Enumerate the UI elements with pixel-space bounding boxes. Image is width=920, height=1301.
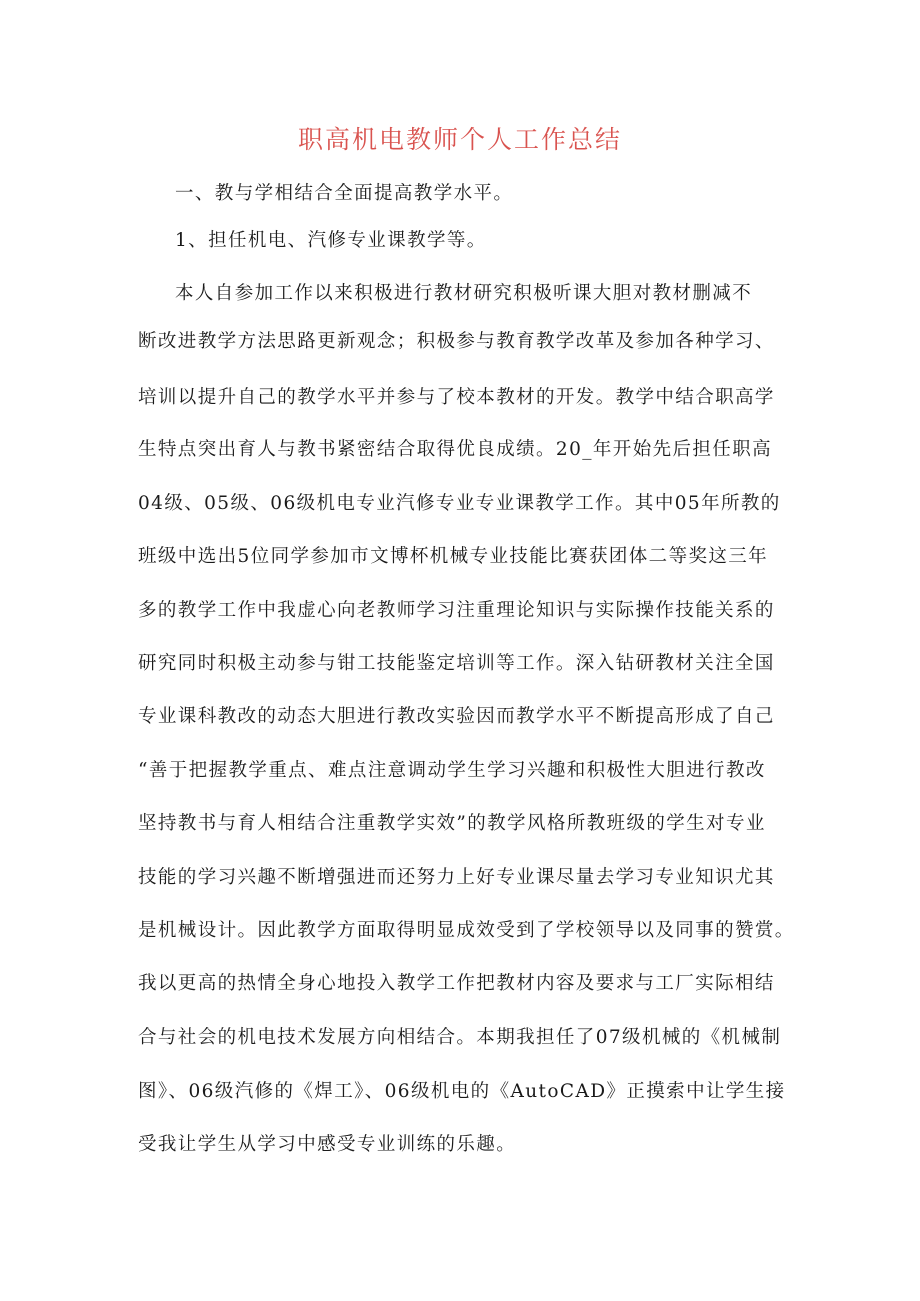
body-line: 研究同时积极主动参与钳工技能鉴定培训等工作。深入钻研教材关注全国 — [138, 653, 775, 674]
body-line: 班级中选出5位同学参加市文博杯机械专业技能比赛获团体二等奖这三年 — [138, 546, 769, 567]
body-line: “善于把握教学重点、难点注意调动学生学习兴趣和积极性大胆进行教改 — [138, 760, 766, 781]
section-heading: 一、教与学相结合全面提高教学水平。 — [175, 183, 514, 204]
body-line: 培训以提升自己的教学水平并参与了校本教材的开发。教学中结合职高学 — [138, 387, 775, 408]
body-line: 专业课科教改的动态大胆进行教改实验因而教学水平不断提高形成了自己 — [138, 706, 775, 727]
body-line: 断改进教学方法思路更新观念；积极参与教育教学改革及参加各种学习、 — [138, 331, 775, 352]
body-line: 04级、05级、06级机电专业汽修专业专业课教学工作。其中05年所教的 — [138, 493, 781, 514]
body-line: 坚持教书与育人相结合注重教学实效”的教学风格所教班级的学生对专业 — [138, 813, 766, 834]
subsection-heading: 1、担任机电、汽修专业课教学等。 — [175, 230, 487, 251]
document-title: 职高机电教师个人工作总结 — [297, 125, 622, 154]
body-line: 技能的学习兴趣不断增强进而还努力上好专业课尽量去学习专业知识尤其 — [138, 867, 775, 888]
body-line: 合与社会的机电技术发展方向相结合。本期我担任了07级机械的《机械制 — [138, 1027, 782, 1048]
body-line: 多的教学工作中我虚心向老教师学习注重理论知识与实际操作技能关系的 — [138, 600, 775, 621]
body-line: 我以更高的热情全身心地投入教学工作把教材内容及要求与工厂实际相结 — [138, 973, 775, 994]
body-line: 本人自参加工作以来积极进行教材研究积极听课大胆对教材删减不 — [175, 283, 753, 304]
body-line: 图》、06级汽修的《焊工》、06级机电的《AutoCAD》正摸索中让学生接 — [138, 1081, 786, 1102]
body-line: 生特点突出育人与教书紧密结合取得优良成绩。20_年开始先后担任职高 — [138, 439, 772, 460]
body-line: 是机械设计。因此教学方面取得明显成效受到了学校领导以及同事的赞赏。 — [138, 920, 795, 941]
body-line: 受我让学生从学习中感受专业训练的乐趣。 — [138, 1134, 517, 1155]
